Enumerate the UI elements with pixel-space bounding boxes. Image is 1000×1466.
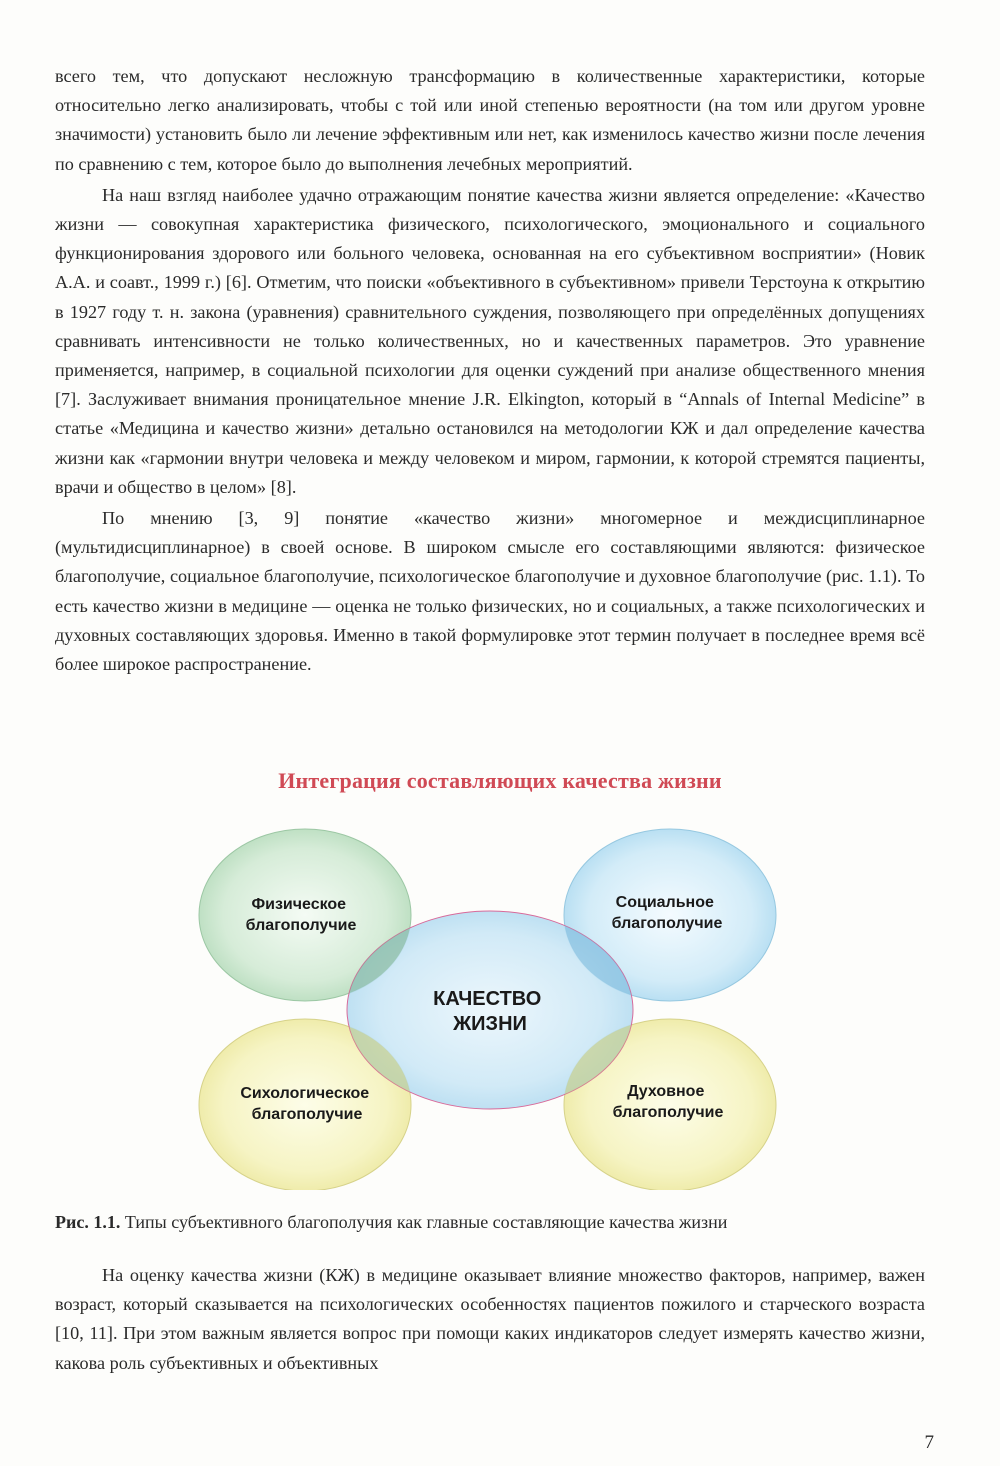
paragraph-2: На наш взгляд наиболее удачно отражающим понятие качества жизни является определение: «Качество жизни — совокупная характеристика физического, психологического, эмоционального и социального функционирования здорового или больного человека, основанная на его субъективном восприятии» (Новик А.А. и соавт., 1999 г.) [6]. Отметим, что поиски «объективного в субъективном» привели Терстоуна к открытию в 1927 году т. н. закона (уравнения) сравнительного суждения, позволяющего при определённых допущениях сравнивать интенсивности не только количественных, но и качественных параметров. Это уравнение применяется, например, в социальной психологии для оценки суждений при анализе общественного мнения [7]. Заслуживает внимания проницательное мнение J.R. Elkington, который в “Annals of Internal Medicine” в статье «Медицина и качество жизни» детально остановился на методологии КЖ и дал определение качества жизни как «гармонии внутри человека и между человеком и миром, гармонии, к которой стремятся пациенты, врачи и общество в целом» [8].	[55, 184, 925, 497]
quality-of-life-diagram	[180, 820, 800, 1190]
paragraph-1: всего тем, что допускают несложную трансформацию в количественные характеристики, которые относительно легко анализировать, чтобы с той или иной степенью вероятности (на том или другом уровне значимости) установить было ли лечение эффективным или нет, как изменилось качество жизни после лечения по сравнению с тем, которое было до выполнения лечебных мероприятий.	[55, 66, 925, 174]
caption-label: Рис. 1.1.	[55, 1212, 121, 1232]
center-label: КАЧЕСТВО ЖИЗНИ	[433, 988, 542, 1035]
figure-caption	[55, 1209, 955, 1235]
caption-text: Типы субъективного благополучия как главные составляющие качества жизни	[124, 1212, 728, 1232]
psychological-label: Сихологическое благополучие	[240, 1085, 370, 1123]
social-label: Социальное благополучие	[611, 894, 723, 932]
paragraph-3: По мнению [3, 9] понятие «качество жизни» многомерное и междисциплинарное (мультидисциплинарное) в своей основе. В широком смысле его составляющими являются: физическое благополучие, социальное благополучие, психологическое благополучие и духовное благополучие (рис. 1.1). То есть качество жизни в медицине — оценка не только физических, но и социальных, а также психологических и духовных составляющих здоровья. Именно в такой формулировке этот термин получает в последнее время всё более широкое распространение.	[55, 508, 925, 675]
spiritual-label: Духовное благополучие	[612, 1083, 724, 1121]
page-number: 7	[924, 1432, 934, 1453]
body-text-bottom	[55, 1261, 925, 1378]
physical-label: Физическое благополучие	[245, 896, 357, 934]
figure-title: Интеграция составляющих качества жизни	[278, 768, 722, 793]
body-text-top	[55, 62, 925, 679]
paragraph-4: На оценку качества жизни (КЖ) в медицине оказывает влияние множество факторов, например, важен возраст, который сказывается на психологических особенностях пациентов пожилого и старческого возраста [10, 11]. При этом важным является вопрос при помощи каких индикаторов следует измерять качество жизни, какова роль субъективных и объективных	[55, 1265, 925, 1373]
